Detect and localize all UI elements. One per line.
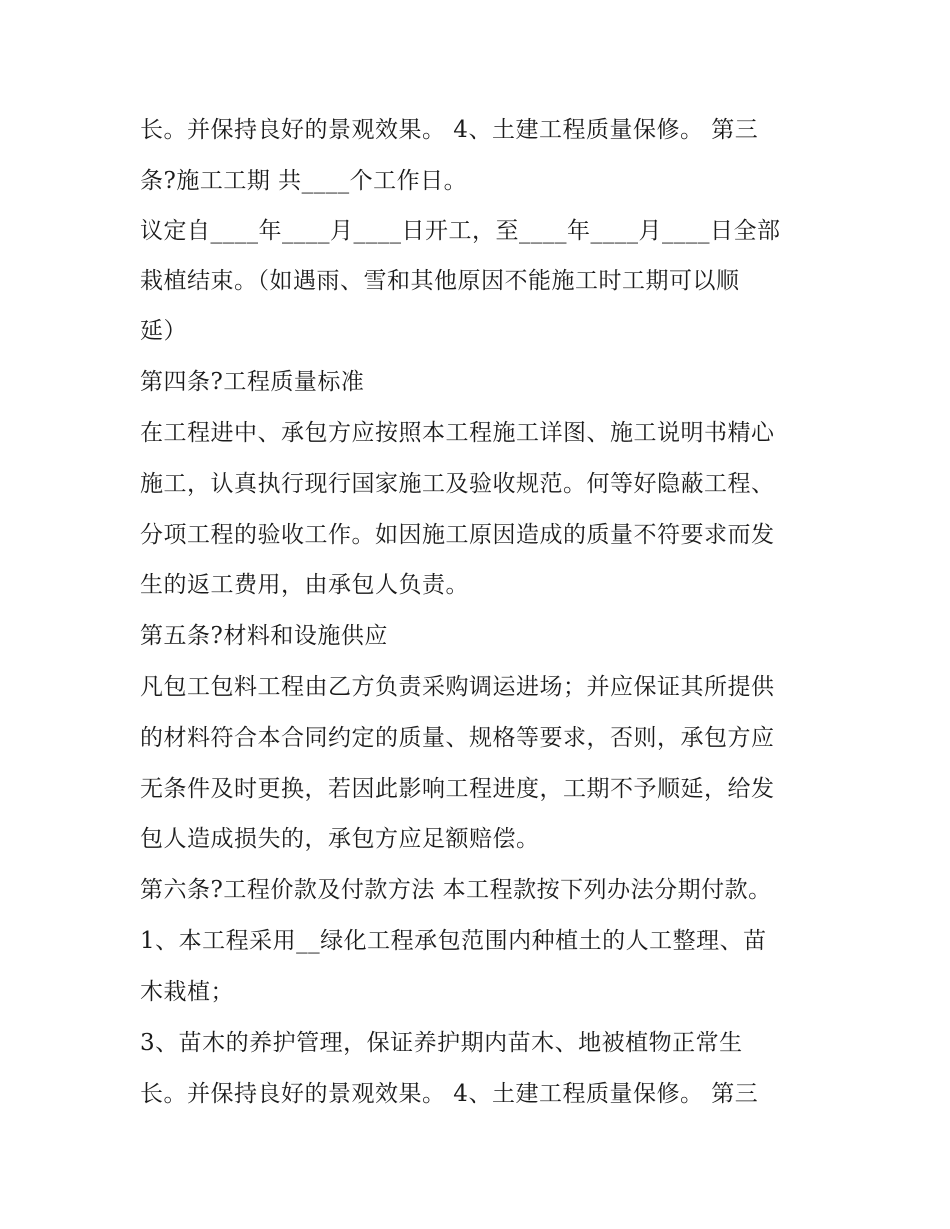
section-heading: 第五条?材料和设施供应 bbox=[140, 623, 388, 649]
text-line: 1、本工程采用__绿化工程承包范围内种植土的人工整理、苗 bbox=[140, 928, 767, 954]
text-line: 议定自____年____月____日开工，至____年____月____日全部 bbox=[140, 218, 781, 244]
section-heading: 第六条?工程价款及付款方法 本工程款按下列办法分期付款。 bbox=[140, 877, 772, 903]
text-line: 长。并保持良好的景观效果。 4、土建工程质量保修。 第三 bbox=[140, 1081, 759, 1107]
text-line: 延） bbox=[140, 318, 187, 344]
section-heading: 第四条?工程质量标准 bbox=[140, 369, 365, 395]
text-line: 凡包工包料工程由乙方负责采购调运进场；并应保证其所提供 bbox=[140, 674, 775, 700]
text-line: 在工程进中、承包方应按照本工程施工详图、施工说明书精心 bbox=[140, 420, 775, 446]
text-line: 3、苗木的养护管理，保证养护期内苗木、地被植物正常生 bbox=[140, 1030, 743, 1056]
text-line: 包人造成损失的，承包方应足额赔偿。 bbox=[140, 826, 540, 852]
text-line: 长。并保持良好的景观效果。 4、土建工程质量保修。 第三 bbox=[140, 117, 759, 143]
text-line: 施工，认真执行现行国家施工及验收规范。何等好隐蔽工程、 bbox=[140, 471, 775, 497]
text-line: 栽植结束。（如遇雨、雪和其他原因不能施工时工期可以顺 bbox=[140, 268, 740, 294]
text-line: 的材料符合本合同约定的质量、规格等要求，否则，承包方应 bbox=[140, 725, 775, 751]
text-line: 无条件及时更换，若因此影响工程进度，工期不予顺延，给发 bbox=[140, 776, 775, 802]
text-line: 木栽植； bbox=[140, 979, 234, 1005]
text-line: 生的返工费用，由承包人负责。 bbox=[140, 572, 469, 598]
text-line: 条?施工工期 共____个工作日。 bbox=[140, 168, 468, 194]
text-line: 分项工程的验收工作。如因施工原因造成的质量不符要求而发 bbox=[140, 522, 775, 548]
